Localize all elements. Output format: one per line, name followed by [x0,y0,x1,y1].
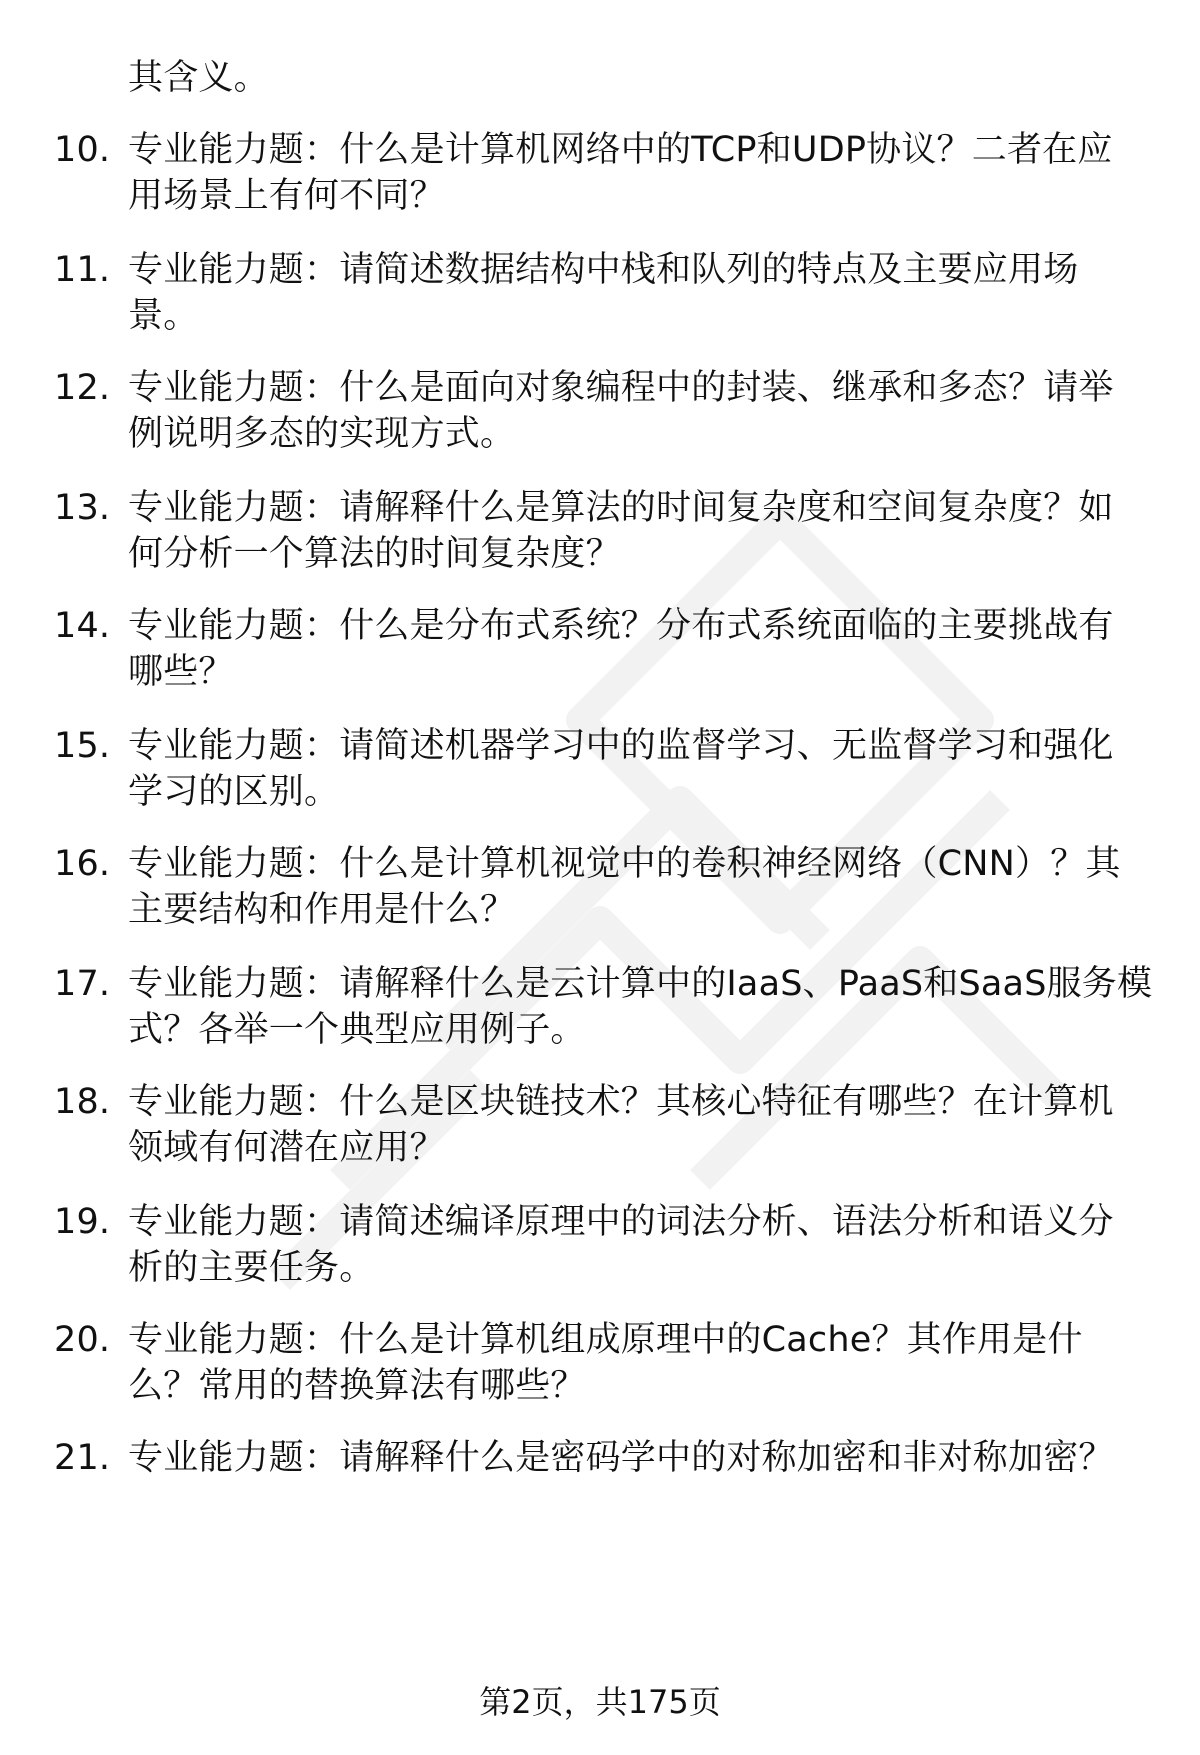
item-line: 专业能力题：什么是区块链技术？其核心特征有哪些？在计算机 [128,1082,1114,1122]
item-line: 专业能力题：什么是面向对象编程中的封装、继承和多态？请举 [128,368,1114,408]
item-line: 何分析一个算法的时间复杂度？ [128,534,621,574]
item-number: 12. [54,368,111,408]
item-number: 15. [54,726,111,766]
item-number: 19. [54,1202,111,1242]
item-line: 领域有何潜在应用？ [128,1128,445,1168]
item-number: 13. [54,488,111,528]
item-line: 专业能力题：请简述编译原理中的词法分析、语法分析和语义分 [128,1202,1114,1242]
item-number: 14. [54,606,111,646]
item-number: 16. [54,844,111,884]
item-number: 20. [54,1320,111,1360]
item-line: 专业能力题：什么是计算机网络中的TCP和UDP协议？二者在应 [128,130,1113,170]
item-line: 专业能力题：请简述机器学习中的监督学习、无监督学习和强化 [128,726,1114,766]
item-line: 么？常用的替换算法有哪些？ [128,1366,586,1406]
item-line: 哪些？ [128,652,234,692]
item-line: 用场景上有何不同？ [128,176,445,216]
item-line: 专业能力题：什么是分布式系统？分布式系统面临的主要挑战有 [128,606,1114,646]
item-line: 专业能力题：请解释什么是算法的时间复杂度和空间复杂度？如 [128,488,1114,528]
item-number: 18. [54,1082,111,1122]
item-line: 主要结构和作用是什么？ [128,890,516,930]
item-number: 17. [54,964,111,1004]
item-number: 21. [54,1438,111,1478]
page-footer: 第2页，共175页 [479,1683,721,1721]
item-line: 式？各举一个典型应用例子。 [128,1010,586,1050]
item-line: 专业能力题：什么是计算机视觉中的卷积神经网络（CNN）？其 [128,844,1121,884]
item-line: 学习的区别。 [128,772,340,812]
item-line: 专业能力题：请解释什么是云计算中的IaaS、PaaS和SaaS服务模 [128,964,1153,1004]
item-line: 例说明多态的实现方式。 [128,414,516,454]
item-line: 专业能力题：请简述数据结构中栈和队列的特点及主要应用场 [128,250,1079,290]
item-line: 析的主要任务。 [128,1248,375,1288]
item-number: 11. [54,250,111,290]
item-line: 专业能力题：什么是计算机组成原理中的Cache？其作用是什 [128,1320,1083,1360]
item-line: 其含义。 [128,58,269,98]
item-line: 景。 [128,296,199,336]
item-number: 10. [54,130,111,170]
item-line: 专业能力题：请解释什么是密码学中的对称加密和非对称加密？ [128,1438,1114,1478]
